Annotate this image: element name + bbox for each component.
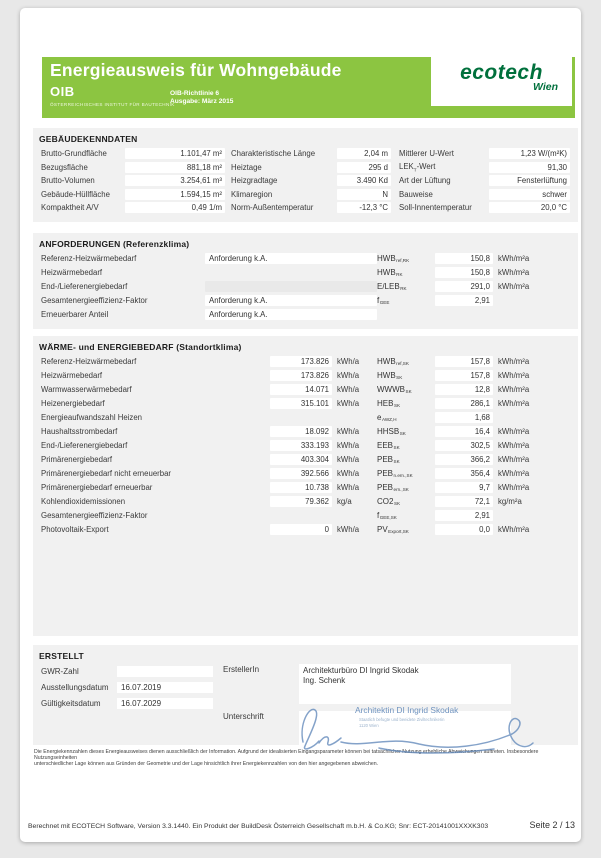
row-label: ErstellerIn xyxy=(223,664,260,674)
row-label: End-/Lieferenergiebedarf xyxy=(41,441,128,450)
svg-text:1120 Wien: 1120 Wien xyxy=(359,722,379,728)
symbol-label: $HEB_{SK}$ xyxy=(377,398,401,409)
row-label: Energieaufwandszahl Heizen xyxy=(41,413,142,422)
software-info: Berechnet mit ECOTECH Software, Version 3.3.1440. Ein Produkt der BuildDesk Österreich Gesellschaft m.b.H. & Co.KG; Snr: ECT-20141001XXXK303 xyxy=(28,823,489,830)
row-label: Bezugsfläche xyxy=(41,162,88,172)
row-label: Gültigkeitsdatum xyxy=(41,699,101,708)
table-row xyxy=(39,266,570,280)
value-box: 1.594,15 m² xyxy=(125,189,225,200)
unit-label: kWh/a xyxy=(337,357,360,366)
row-label: End-/Lieferenergiebedarf xyxy=(41,282,128,291)
value-box: 0,49 1/m xyxy=(125,202,225,213)
value-box: 157,8 xyxy=(435,356,493,367)
value-box: 72,1 xyxy=(435,496,493,507)
row-label: Gebäude-Hüllfläche xyxy=(41,189,110,199)
row-label: Brutto-Grundfläche xyxy=(41,149,107,159)
table-row xyxy=(39,188,570,202)
row-label: Klimaregion xyxy=(231,189,273,199)
page-title: Energieausweis für Wohngebäude xyxy=(50,60,342,80)
value-box: 14.071 xyxy=(270,384,332,395)
row-label: Gesamtenergieeffizienz-Faktor xyxy=(41,296,148,305)
symbol-label: $EEB_{SK}$ xyxy=(377,440,400,451)
section-heading: GEBÄUDEKENNDATEN xyxy=(39,134,138,144)
table-row xyxy=(39,174,570,188)
row-label: Primärenergiebedarf xyxy=(41,455,113,464)
table-row xyxy=(39,369,570,383)
symbol-label: $HWB_{SK}$ xyxy=(377,370,403,381)
oib-logo-text: OIB xyxy=(50,84,75,99)
value-box: 2,04 m xyxy=(337,148,391,159)
oib-logo-subtitle: ÖSTERREICHISCHES INSTITUT FÜR BAUTECHNIK xyxy=(50,102,175,107)
directive-line: OIB-Richtlinie 6 xyxy=(170,90,220,97)
value-box: 1,23 W/(m²K) xyxy=(489,148,570,159)
symbol-label: $WWWB_{SK}$ xyxy=(377,384,412,395)
value-box: 333.193 xyxy=(270,440,332,451)
table-row xyxy=(39,439,570,453)
value-box: 881,18 m² xyxy=(125,162,225,173)
value-box: 9,7 xyxy=(435,482,493,493)
unit-label: kWh/m²a xyxy=(498,427,530,436)
row-label: Heizwärmebedarf xyxy=(41,268,103,277)
value-box: Fensterlüftung xyxy=(489,175,570,186)
row-label-lek: $LEK_T$-Wert xyxy=(399,161,436,173)
symbol-label: $e_{AWZ,H}$ xyxy=(377,412,397,423)
unit-label: kWh/m²a xyxy=(498,525,530,534)
unit-label: kWh/a xyxy=(337,371,360,380)
row-label: Ausstellungsdatum xyxy=(41,683,109,692)
row-label: Unterschrift xyxy=(223,711,264,721)
value-box: 173.826 xyxy=(270,370,332,381)
directive-info xyxy=(170,90,233,106)
unit-label: kWh/m²a xyxy=(498,455,530,464)
symbol-label: $HWB_{ref,SK}$ xyxy=(377,356,409,367)
value-box: 150,8 xyxy=(435,253,493,264)
row-label: Referenz-Heizwärmebedarf xyxy=(41,254,137,263)
value-box: 150,8 xyxy=(435,267,493,278)
row-label: Heizwärmebedarf xyxy=(41,371,103,380)
table-row xyxy=(39,495,570,509)
table-row xyxy=(39,355,570,369)
row-label: Primärenergiebedarf nicht erneuerbar xyxy=(41,469,172,478)
unit-label: kg/a xyxy=(337,497,352,506)
symbol-label: $PV_{Export,SK}$ xyxy=(377,524,409,535)
table-row xyxy=(39,147,570,161)
table-row xyxy=(39,294,570,308)
value-box: 18.092 xyxy=(270,426,332,437)
unit-label: kWh/a xyxy=(337,483,360,492)
unit-label: kWh/m²a xyxy=(498,483,530,492)
value-box xyxy=(205,281,377,292)
unit-label: kWh/m²a xyxy=(498,385,530,394)
symbol-label: $HHSB_{SK}$ xyxy=(377,426,406,437)
page-number: Seite 2 / 13 xyxy=(529,820,575,830)
creator-line: Architekturbüro DI Ingrid Skodak xyxy=(303,665,419,675)
row-label: Art der Lüftung xyxy=(399,176,451,186)
row-label: Heizenergiebedarf xyxy=(41,399,105,408)
value-box: 2,91 xyxy=(435,295,493,306)
table-row xyxy=(39,523,570,537)
value-box: 315.101 xyxy=(270,398,332,409)
unit-label: kWh/m²a xyxy=(498,441,530,450)
symbol-label: $f_{GEE}$ xyxy=(377,295,390,306)
row-label: Kohlendioxidemissionen xyxy=(41,497,126,506)
signature-box xyxy=(299,704,511,749)
row-label: Photovoltaik-Export xyxy=(41,525,109,534)
symbol-label: $PEB_{n.ern.,SK}$ xyxy=(377,468,413,479)
svg-text:Staatlich befugte und beeidete: Staatlich befugte und beeidete Ziviltechnikerin xyxy=(359,716,445,722)
row-label: Kompaktheit A/V xyxy=(41,203,99,213)
unit-label: kWh/a xyxy=(337,385,360,394)
table-row xyxy=(39,453,570,467)
edition-line: Ausgabe: März 2015 xyxy=(170,98,234,105)
value-box: 16.07.2029 xyxy=(117,698,213,709)
row-label: Gesamtenergieeffizienz-Faktor xyxy=(41,511,148,520)
value-box: 12,8 xyxy=(435,384,493,395)
table-row xyxy=(39,411,570,425)
value-box xyxy=(117,666,213,677)
row-label: GWR-Zahl xyxy=(41,667,79,676)
table-row xyxy=(39,161,570,175)
unit-label: kWh/m²a xyxy=(498,469,530,478)
value-box: Anforderung k.A. xyxy=(205,253,377,264)
section-energy-demand xyxy=(33,336,578,636)
value-box: 79.362 xyxy=(270,496,332,507)
value-box: -12,3 °C xyxy=(337,202,391,213)
symbol-label: $PEB_{ern.,SK}$ xyxy=(377,482,409,493)
value-box: 392.566 xyxy=(270,468,332,479)
section-created xyxy=(33,645,578,745)
table-row xyxy=(39,680,223,696)
value-box: 10.738 xyxy=(270,482,332,493)
value-box: 366,2 xyxy=(435,454,493,465)
table-row xyxy=(39,252,570,266)
unit-label: kWh/a xyxy=(337,455,360,464)
signature-row xyxy=(223,704,570,749)
section-heading: WÄRME- und ENERGIEBEDARF (Standortklima) xyxy=(39,341,242,352)
unit-label: kWh/a xyxy=(337,469,360,478)
unit-label: kWh/a xyxy=(337,399,360,408)
value-box: 302,5 xyxy=(435,440,493,451)
value-box: 3.254,61 m³ xyxy=(125,175,225,186)
table-row xyxy=(39,397,570,411)
value-box xyxy=(270,412,332,423)
value-box xyxy=(205,267,377,278)
value-box: 2,91 xyxy=(435,510,493,521)
unit-label: kWh/m²a xyxy=(498,371,530,380)
disclaimer-line: Die Energiekennzahlen dieses Energieausweises dienen ausschließlich der Information. Aufgrund der idealisierten Eingangsparameter können bei tatsächlicher Nutzung erhebliche Abweichungen auftreten. Insbesondere Nutzungseinheiten xyxy=(34,748,539,761)
row-label: Heizgradtage xyxy=(231,176,278,186)
table-row xyxy=(39,280,570,294)
value-box: schwer xyxy=(489,189,570,200)
symbol-label: $HWB_{ref,RK}$ xyxy=(377,253,410,264)
signature-image xyxy=(269,696,549,760)
row-label: Referenz-Heizwärmebedarf xyxy=(41,357,137,366)
unit-label: kWh/m²a xyxy=(498,254,530,263)
value-box: 3.490 Kd xyxy=(337,175,391,186)
value-box: 291,0 xyxy=(435,281,493,292)
row-label: Norm-Außentemperatur xyxy=(231,203,314,213)
section-requirements xyxy=(33,233,578,329)
table-row xyxy=(39,425,570,439)
value-box: 1,68 xyxy=(435,412,493,423)
unit-label: kWh/m²a xyxy=(498,282,530,291)
table-row xyxy=(39,664,223,680)
value-box: 173.826 xyxy=(270,356,332,367)
symbol-label: $HWB_{RK}$ xyxy=(377,267,403,278)
value-box: N xyxy=(337,189,391,200)
value-box: 16.07.2019 xyxy=(117,682,213,693)
value-box: 20,0 °C xyxy=(489,202,570,213)
value-box: 286,1 xyxy=(435,398,493,409)
value-box: 0,0 xyxy=(435,524,493,535)
symbol-label: $PEB_{SK}$ xyxy=(377,454,400,465)
unit-label: kWh/a xyxy=(337,525,360,534)
ecotech-logo xyxy=(431,57,572,106)
ecotech-logo-text: ecotech xyxy=(460,61,543,84)
value-box: 403.304 xyxy=(270,454,332,465)
table-row xyxy=(39,481,570,495)
section-heading: ERSTELLT xyxy=(39,650,84,661)
row-label: Haushaltsstrombedarf xyxy=(41,427,118,436)
page-footer xyxy=(28,820,575,830)
row-label: Primärenergiebedarf erneuerbar xyxy=(41,483,153,492)
unit-label: kWh/a xyxy=(337,427,360,436)
value-box xyxy=(270,510,332,521)
table-row xyxy=(39,696,223,712)
section-building-data xyxy=(33,128,578,222)
document-page xyxy=(20,8,581,842)
unit-label: kg/m²a xyxy=(498,497,522,506)
table-row xyxy=(39,308,570,322)
table-row xyxy=(39,467,570,481)
table-row xyxy=(39,383,570,397)
ecotech-logo-city: Wien xyxy=(533,81,558,93)
value-box: 91,30 xyxy=(489,162,570,173)
symbol-label: $f_{GEE,SK}$ xyxy=(377,510,397,521)
section-heading: ANFORDERUNGEN (Referenzklima) xyxy=(39,238,190,249)
unit-label: kWh/m²a xyxy=(498,399,530,408)
value-box: 295 d xyxy=(337,162,391,173)
svg-text:Architektin DI Ingrid Skodak: Architektin DI Ingrid Skodak xyxy=(355,704,459,715)
table-row xyxy=(39,509,570,523)
creator-line: Ing. Schenk xyxy=(303,676,346,685)
row-label: Brutto-Volumen xyxy=(41,176,95,186)
row-label: Warmwasserwärmebedarf xyxy=(41,385,132,394)
row-label: Charakteristische Länge xyxy=(231,149,316,159)
symbol-label: $E/LEB_{RK}$ xyxy=(377,281,407,292)
unit-label: kWh/a xyxy=(337,441,360,450)
value-box: Anforderung k.A. xyxy=(205,309,377,320)
row-label: Heiztage xyxy=(231,162,262,172)
row-label: Soll-Innentemperatur xyxy=(399,203,472,213)
value-box: 1.101,47 m² xyxy=(125,148,225,159)
value-box: 0 xyxy=(270,524,332,535)
unit-label: kWh/m²a xyxy=(498,268,530,277)
unit-label: kWh/m²a xyxy=(498,357,530,366)
row-label: Bauweise xyxy=(399,189,433,199)
row-label: Mittlerer U-Wert xyxy=(399,149,454,159)
value-box: 157,8 xyxy=(435,370,493,381)
symbol-label: $CO2_{SK}$ xyxy=(377,496,401,507)
value-box: 356,4 xyxy=(435,468,493,479)
disclaimer-line: unterschiedlicher Lage können aus Gründen der Geometrie und der Lage hinsichtlich ihrer Energiekennzahlen von den hier angegebenen abweichen. xyxy=(34,761,379,768)
table-row xyxy=(39,201,570,215)
header-banner xyxy=(42,57,575,118)
row-label: Erneuerbarer Anteil xyxy=(41,310,109,319)
value-box: 16,4 xyxy=(435,426,493,437)
value-box: Anforderung k.A. xyxy=(205,295,377,306)
